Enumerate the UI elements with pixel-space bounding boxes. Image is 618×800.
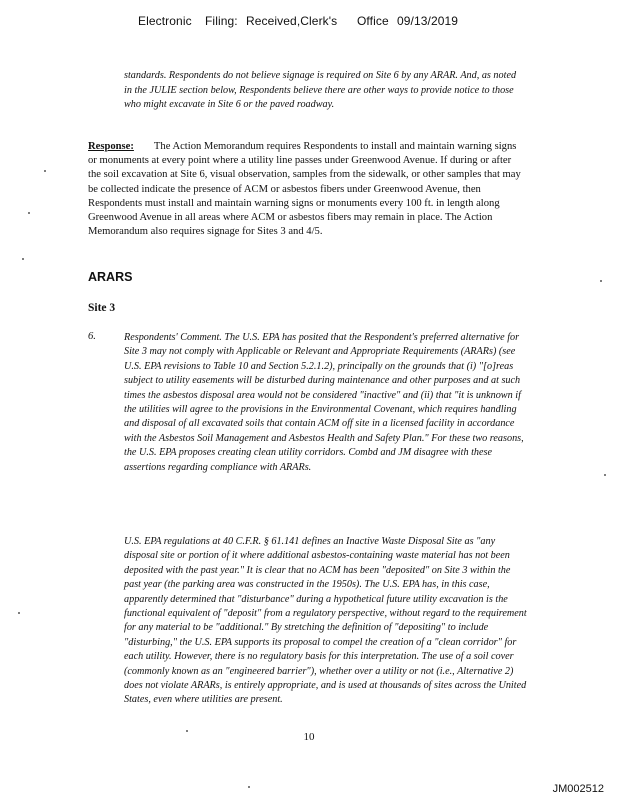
comment-paragraph-2: U.S. EPA regulations at 40 C.F.R. § 61.141 defines an Inactive Waste Disposal Site as "any disposal site or portion of it where additional asbestos-containing waste material has not been deposited with the past year." It is clear that no ACM has been "deposited" on Site 3 within the past year (the parking area was constructed in the 1950s). The U.S. EPA has, in this case, apparently determined that "disturbance" during a hypothetical future utility excavation is the functional equivalent of "deposit" from a regulatory perspective, without regard to the requirement for any material to be "additional." By stretching the definition of "depositing" to include "disturbing," the U.S. EPA supports its proposal to compel the creation of a "clean corridor" for each utility. However, there is no regulatory basis for this interpretation. The use of a soil cover (commonly known as an "engineered barrier"), whether over a utility or not (i.e., Alternative 2) does not violate ARARs, is entirely appropriate, and is used at thousands of sites across the United States, even where utilities are present. [124,536,527,706]
scan-speck [604,474,606,476]
header-office: Office [357,14,389,28]
header-electronic: Electronic [138,14,192,28]
header-received: Received,Clerk's [246,14,338,28]
scan-speck [18,612,20,614]
header-filing: Filing: [205,14,238,28]
scan-speck [248,786,250,788]
page-number: 10 [303,731,315,743]
section-heading-arars: ARARS [88,270,133,284]
response-label: Response: [88,141,134,152]
scan-speck [44,170,46,172]
response-paragraph [88,140,526,239]
scan-speck [28,212,30,214]
header-date: 09/13/2019 [397,14,459,28]
quoted-comment-continuation: standards. Respondents do not believe signage is required on Site 6 by any ARAR. And, as noted in the JULIE section below, Respondents believe there are other ways to provide notice to those who might excavate in Site 6 or the paved roadway. [124,70,517,111]
comment-number: 6. [88,331,96,342]
comment-paragraph-1: Respondents' Comment. The U.S. EPA has posited that the Respondent's preferred alternative for Site 3 may not comply with Applicable or Relevant and Appropriate Requirements (ARARs) (see U.S. EPA revisions to Table 10 and Section 5.2.1.2), principally on the grounds that (i) "[o]reas subject to utility easements will be disturbed during maintenance and other purposes and at such times the asbestos disposal area would not be considered "inactive" and (ii) that "it is unknown if the utilities will agree to the provisions in the Environmental Covenant, which requires handling and disposal of all excavated soils that contain ACM off site in a licensed facility in accordance with the Asbestos Soil Management and Asbestos Health and Safety Plan." For these two reasons, the U.S. EPA proposes creating clean utility corridors. Combd and JM disagree with these assertions regarding compliance with ARARs. [124,332,524,473]
scan-speck [22,258,24,260]
bates-number: JM002512 [552,783,604,795]
scan-speck [600,280,602,282]
subsection-heading-site-3: Site 3 [88,302,116,314]
scan-speck [186,730,188,732]
response-text: The Action Memorandum requires Respondents to install and maintain warning signs or monuments at every point where a utility line passes under Greenwood Avenue. If during or after the soil excavation at Site 6, visual observation, samples from the sidewalk, or other samples that may be collected indicate the presence of ACM or asbestos fibers under Greenwood Avenue, then Respondents must install and maintain warning signs or monuments every 100 ft. in length along Greenwood Avenue in all areas where ACM or asbestos fibers may remain in place. The Action Memorandum also requires signage for Sites 3 and 4/5. [88,141,521,238]
